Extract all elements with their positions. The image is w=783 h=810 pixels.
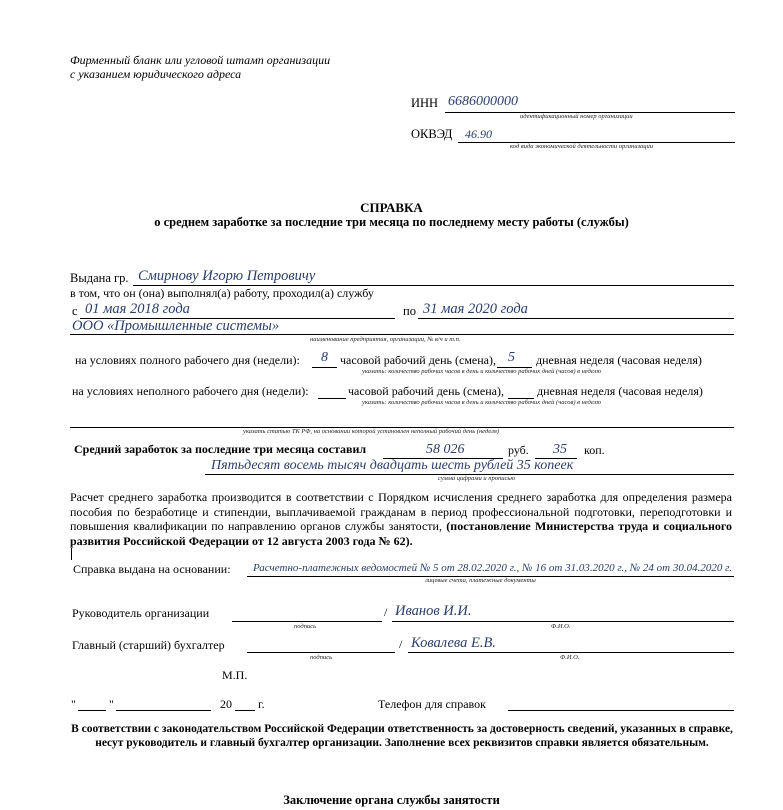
okved-label: ОКВЭД [411, 127, 453, 141]
full-days-value[interactable]: 5 [508, 350, 515, 365]
organization-hint: наименование предприятия, организации, № в/ч и т.п. [310, 336, 461, 343]
okved-value[interactable]: 46.90 [465, 127, 492, 141]
salary-words[interactable]: Пятьдесят восемь тысяч двадцать шесть рублей 35 копеек [211, 458, 574, 473]
full-day-label: на условиях полного рабочего дня (недели): [75, 353, 300, 367]
date-year-line[interactable] [235, 710, 255, 711]
document-title: СПРАВКА [360, 200, 423, 215]
calc-paragraph [70, 490, 732, 548]
head-sign-line[interactable] [232, 621, 382, 622]
to-date-line [418, 318, 734, 319]
date-quote-close: " [109, 697, 114, 711]
issued-to-label: Выдана гр. [70, 271, 129, 285]
inn-value[interactable]: 6686000000 [448, 94, 518, 109]
head-name-line [392, 621, 734, 622]
full-day-hint: указать: количество рабочих часов в день и количество рабочих дней (часов) в неделю [362, 368, 602, 375]
basis-value[interactable]: Расчетно-платежных ведомостей № 5 от 28.02.2020 г., № 16 от 31.03.2020 г., № 24 от 30.04.2020 г. [253, 562, 732, 574]
stamp-line-1: Фирменный бланк или угловой штамп организации [70, 53, 331, 67]
organization-name[interactable]: ООО «Промышленные системы» [72, 318, 280, 334]
head-fio-hint: Ф.И.О. [551, 623, 571, 630]
okved-hint: код вида экономической деятельности организации [510, 143, 654, 150]
basis-hint: лицевые счета, платежные документы [425, 577, 536, 584]
full-days-label: дневная неделя (часовая неделя) [536, 353, 702, 367]
date-year-prefix: 20 [220, 697, 232, 711]
date-day-line[interactable] [78, 710, 106, 711]
salary-words-hint: сумма цифрами и прописью [438, 475, 515, 482]
full-hours-label: часовой рабочий день (смена), [340, 353, 497, 367]
date-year-suffix: г. [258, 697, 265, 711]
phone-line[interactable] [508, 710, 734, 711]
part-hours-line[interactable] [318, 398, 346, 399]
salary-label: Средний заработок за последние три месяца составил [74, 442, 367, 456]
legal-notice: В соответствии с законодательством Российской Федерации ответственность за достоверность сведений, указанных в справке, несут руководитель и главный бухгалтер организации. Заполнение всех реквизитов справки является обязательным. [71, 723, 733, 749]
basis-article-hint: указать статью ТК РФ, на основании которой установлен неполный рабочий день (неделя) [243, 428, 500, 435]
salary-rub-label: руб. [508, 443, 529, 457]
date-month-line[interactable] [116, 710, 211, 711]
salary-kop-label: коп. [584, 443, 605, 457]
organization-line [70, 334, 734, 335]
to-date-label: по [403, 304, 416, 318]
salary-kop-value[interactable]: 35 [553, 442, 567, 457]
part-day-label: на условиях неполного рабочего дня (недели): [72, 384, 309, 398]
part-day-hint: указать: количество рабочих часов в день и количество рабочих дней (часов) в неделю [362, 399, 602, 406]
part-hours-label: часовой рабочий день (смена), [348, 384, 505, 398]
part-days-label: дневная неделя (часовая неделя) [537, 384, 703, 398]
date-quote-open: " [71, 697, 76, 711]
head-sign-hint: подпись [294, 623, 317, 630]
inn-hint: идентификационный номер организации [520, 113, 633, 120]
from-label: с [72, 304, 78, 318]
accountant-name[interactable]: Ковалева Е.В. [411, 635, 496, 651]
from-date[interactable]: 01 мая 2018 года [85, 301, 190, 317]
head-name[interactable]: Иванов И.И. [395, 603, 472, 619]
calc-bold-text: (постановление Министерства труда и социального развития Российской Федерации от 12 августа 2003 года № 62). [70, 519, 733, 548]
salary-rub-value[interactable]: 58 026 [426, 442, 465, 457]
head-separator: / [384, 605, 388, 619]
basis-label: Справка выдана на основании: [73, 562, 231, 576]
accountant-separator: / [399, 637, 403, 651]
full-hours-line [312, 367, 337, 368]
accountant-label: Главный (старший) бухгалтер [72, 638, 225, 652]
phone-label: Телефон для справок [378, 697, 486, 711]
work-text: в том, что он (она) выполнял(а) работу, проходил(а) службу [70, 286, 374, 300]
stamp-place: М.П. [222, 668, 248, 682]
document-subtitle: о среднем заработке за последние три месяца по последнему месту работы (службы) [154, 215, 629, 229]
full-hours-value[interactable]: 8 [321, 350, 328, 365]
calc-text: Расчет среднего заработка производится в соответствии с Порядком исчисления среднего заработка для определения размера пособия по безработице и стипендии, выплачиваемой гражданам в период профессиональной подготовки, переподготовки и повышения квалификации по направлению органов службы занятости, [70, 490, 732, 533]
stamp-line-2: с указанием юридического адреса [70, 67, 242, 81]
head-label: Руководитель организации [72, 606, 210, 620]
accountant-name-line [408, 652, 734, 653]
accountant-sign-line[interactable] [247, 652, 395, 653]
inn-label: ИНН [411, 96, 439, 110]
to-date[interactable]: 31 мая 2020 года [423, 301, 528, 317]
accountant-fio-hint: Ф.И.О. [560, 654, 580, 661]
accountant-sign-hint: подпись [310, 654, 333, 661]
text-cursor [71, 548, 72, 560]
conclusion-title: Заключение органа службы занятости [283, 793, 500, 807]
issued-to-value[interactable]: Смирнову Игорю Петровичу [138, 268, 316, 284]
